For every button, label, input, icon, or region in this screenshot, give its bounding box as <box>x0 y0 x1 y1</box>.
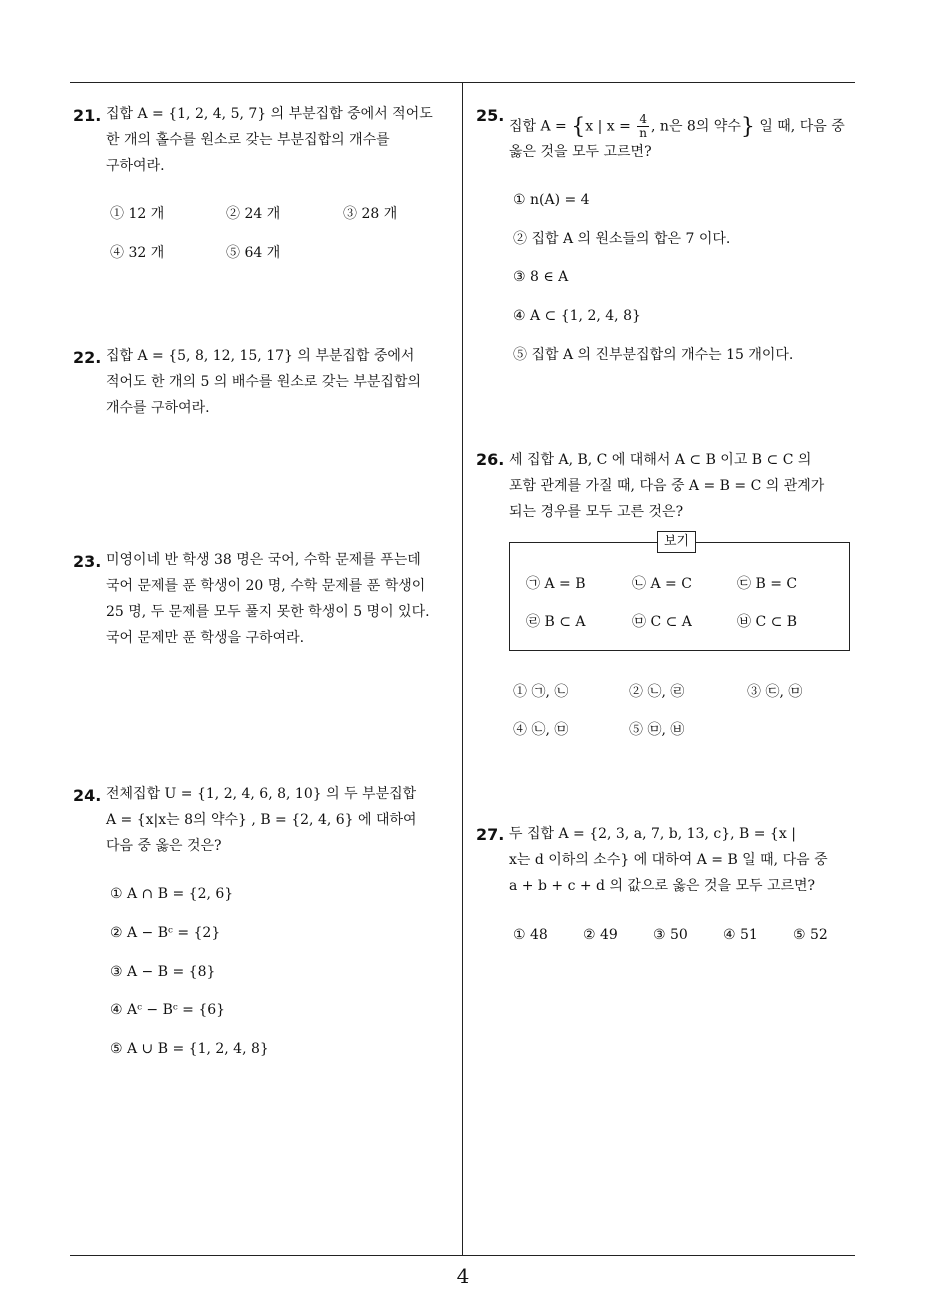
question-number: 25. <box>476 106 505 125</box>
question-text-line: 적어도 한 개의 5 의 배수를 원소로 갖는 부분집합의 <box>106 374 421 390</box>
question-text-line: 구하여라. <box>106 158 165 174</box>
fraction <box>637 113 649 140</box>
bogi-item: ㉥ C ⊂ B <box>737 614 798 630</box>
answer-choice-2[interactable]: ② 24 개 <box>226 206 281 222</box>
set-prefix: 집합 A = <box>509 118 567 135</box>
answer-choice-4[interactable]: ④ ㉡, ㉤ <box>513 722 569 738</box>
fraction-numerator: 4 <box>637 113 649 127</box>
bottom-rule <box>70 1255 855 1256</box>
answer-choice-4[interactable]: ④ Aᶜ − Bᶜ = {6} <box>110 1002 226 1018</box>
bogi-item: ㉤ C ⊂ A <box>632 614 692 630</box>
answer-choice-3[interactable]: ③ 50 <box>653 927 688 943</box>
question-number: 24. <box>73 786 102 805</box>
question-text-line: 국어 문제를 푼 학생이 20 명, 수학 문제를 푼 학생이 <box>106 578 426 594</box>
set-builder-right: , n은 8의 약수 <box>651 118 741 135</box>
right-brace: } <box>740 114 755 140</box>
question-text-line: 세 집합 A, B, C 에 대해서 A ⊂ B 이고 B ⊂ C 의 <box>509 452 812 468</box>
question-text-line: x는 d 이하의 소수} 에 대하여 A = B 일 때, 다음 중 <box>509 852 828 868</box>
left-brace: { <box>571 114 586 140</box>
question-text-line: a + b + c + d 의 값으로 옳은 것을 모두 고르면? <box>509 878 816 894</box>
answer-choice-2[interactable]: ② 집합 A 의 원소들의 합은 7 이다. <box>513 231 731 247</box>
answer-choice-4[interactable]: ④ 51 <box>723 927 758 943</box>
question-number: 23. <box>73 552 102 571</box>
question-text-line: 한 개의 홀수를 원소로 갖는 부분집합의 개수를 <box>106 132 390 148</box>
set-builder-left: x | x = <box>585 118 631 135</box>
question-text-line: A = {x|x는 8의 약수} , B = {2, 4, 6} 에 대하여 <box>106 812 417 828</box>
bogi-item: ㉢ B = C <box>737 576 798 592</box>
answer-choice-4[interactable]: ④ 32 개 <box>110 245 165 261</box>
column-divider <box>462 83 463 1256</box>
set-suffix: 일 때, 다음 중 <box>759 118 845 135</box>
answer-choice-1[interactable]: ① A ∩ B = {2, 6} <box>110 886 234 902</box>
question-number: 26. <box>476 450 505 469</box>
bogi-box <box>509 542 850 651</box>
bogi-item: ㉡ A = C <box>632 576 692 592</box>
bogi-title: 보기 <box>657 531 696 553</box>
question-text-line: 전체집합 U = {1, 2, 4, 6, 8, 10} 의 두 부분집합 <box>106 786 417 802</box>
answer-choice-4[interactable]: ④ A ⊂ {1, 2, 4, 8} <box>513 308 641 324</box>
answer-choice-2[interactable]: ② ㉡, ㉣ <box>629 684 685 700</box>
question-text-line: 개수를 구하여라. <box>106 400 210 416</box>
answer-choice-5[interactable]: ⑤ 집합 A 의 진부분집합의 개수는 15 개이다. <box>513 347 794 363</box>
answer-choice-1[interactable]: ① n(A) = 4 <box>513 192 590 208</box>
bogi-item: ㉠ A = B <box>526 576 586 592</box>
question-text-line: 집합 A = {1, 2, 4, 5, 7} 의 부분집합 중에서 적어도 <box>106 106 433 122</box>
question-text-line: 미영이네 반 학생 38 명은 국어, 수학 문제를 푸는데 <box>106 552 421 568</box>
question-text-line: 옳은 것을 모두 고르면? <box>509 144 652 160</box>
question-text-line: 국어 문제만 푼 학생을 구하여라. <box>106 630 305 646</box>
question-text-line: 되는 경우를 모두 고른 것은? <box>509 504 684 520</box>
answer-choice-3[interactable]: ③ 8 ∈ A <box>513 269 569 285</box>
question-number: 21. <box>73 106 102 125</box>
fraction-denominator: n <box>639 126 648 140</box>
answer-choice-5[interactable]: ⑤ 52 <box>793 927 828 943</box>
answer-choice-1[interactable]: ① 12 개 <box>110 206 165 222</box>
question-text-line: 다음 중 옳은 것은? <box>106 838 222 854</box>
question-text-line: 두 집합 A = {2, 3, a, 7, b, 13, c}, B = {x | <box>509 826 796 842</box>
answer-choice-5[interactable]: ⑤ 64 개 <box>226 245 281 261</box>
question-text-line <box>509 113 845 140</box>
question-text-line: 25 명, 두 문제를 모두 풀지 못한 학생이 5 명이 있다. <box>106 604 430 620</box>
answer-choice-1[interactable]: ① ㉠, ㉡ <box>513 684 569 700</box>
answer-choice-3[interactable]: ③ 28 개 <box>343 206 398 222</box>
answer-choice-3[interactable]: ③ A − B = {8} <box>110 964 216 980</box>
bogi-item: ㉣ B ⊂ A <box>526 614 586 630</box>
answer-choice-1[interactable]: ① 48 <box>513 927 548 943</box>
page-number: 4 <box>456 1264 470 1288</box>
answer-choice-3[interactable]: ③ ㉢, ㉤ <box>747 684 803 700</box>
answer-choice-2[interactable]: ② 49 <box>583 927 618 943</box>
answer-choice-5[interactable]: ⑤ A ∪ B = {1, 2, 4, 8} <box>110 1041 269 1057</box>
answer-choice-2[interactable]: ② A − Bᶜ = {2} <box>110 925 221 941</box>
question-number: 22. <box>73 348 102 367</box>
question-number: 27. <box>476 825 505 844</box>
answer-choice-5[interactable]: ⑤ ㉤, ㉥ <box>629 722 685 738</box>
question-text-line: 포함 관계를 가질 때, 다음 중 A = B = C 의 관계가 <box>509 478 825 494</box>
question-text-line: 집합 A = {5, 8, 12, 15, 17} 의 부분집합 중에서 <box>106 348 415 364</box>
